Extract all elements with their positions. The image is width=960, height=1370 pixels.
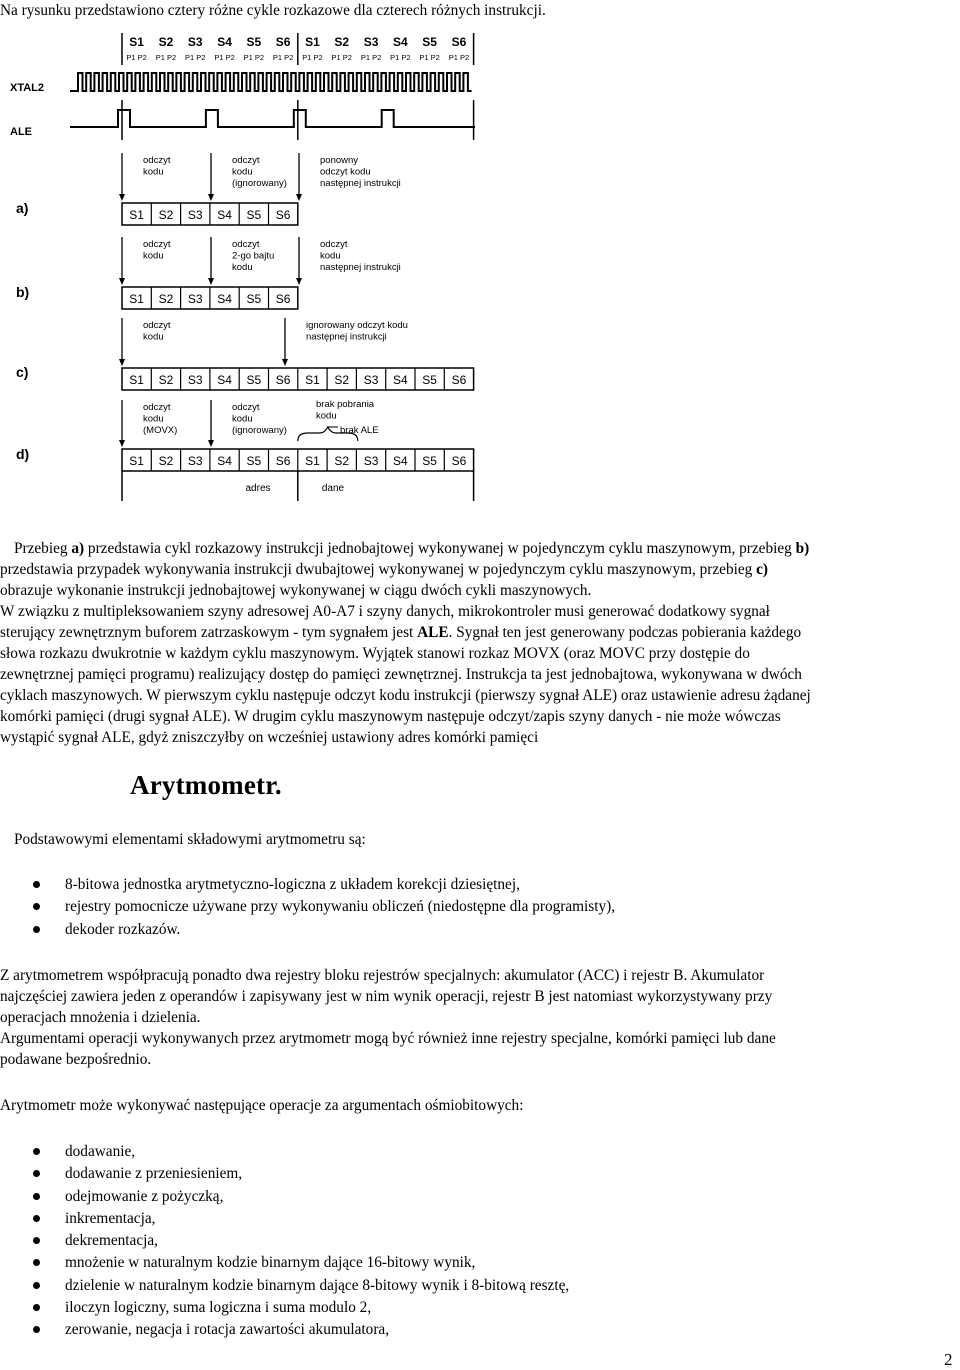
phase-label: P1 P2 bbox=[302, 53, 323, 62]
top-state-label: S2 bbox=[158, 35, 174, 49]
state-label: S5 bbox=[422, 454, 437, 468]
state-label: S1 bbox=[129, 208, 144, 222]
row-label: c) bbox=[16, 364, 29, 380]
annotation-text: kodu bbox=[143, 250, 164, 262]
state-label: S6 bbox=[451, 373, 467, 387]
annotation-text: następnej instrukcji bbox=[320, 262, 401, 273]
annotation-text: kodu bbox=[143, 166, 164, 178]
top-state-label: S1 bbox=[129, 35, 144, 49]
annotation-text: kodu bbox=[232, 262, 253, 273]
top-state-label: S4 bbox=[393, 35, 408, 49]
phase-label: P1 P2 bbox=[419, 53, 440, 62]
annotation-text: kodu bbox=[232, 166, 253, 178]
phase-label: P1 P2 bbox=[360, 53, 382, 62]
phase-label: P1 P2 bbox=[390, 53, 411, 62]
state-label: S2 bbox=[334, 454, 350, 468]
phase-label: P1 P2 bbox=[331, 53, 352, 62]
paragraph-registers: Z arytmometrem współpracują ponadto dwa rejestry bloku rejestrów specjalnych: akumulator (ACC) i rejestr B. Akumulator najczęściej zawiera jeden z operandów i zapisywany jest w nim wynik operacji, rejestr B jest natomiast wykorzystywany przy operacjach mnożenia i dzielenia. Argumentami operacji wykonywanych przez arytmometr mogą być również inne rejestry specjalne, komórki pamięci lub dane podawane bezpośrednio. bbox=[0, 967, 776, 1068]
state-label: S4 bbox=[217, 373, 232, 387]
state-label: S4 bbox=[393, 373, 408, 387]
row-label: d) bbox=[16, 446, 30, 462]
list-item: dodawanie z przeniesieniem, bbox=[0, 1163, 569, 1185]
arrowhead bbox=[119, 359, 125, 366]
phase-label: P1 P2 bbox=[272, 53, 294, 62]
list-item: inkrementacja, bbox=[0, 1208, 569, 1230]
phase-label: P1 P2 bbox=[243, 53, 265, 62]
page-number: 2 bbox=[944, 1350, 953, 1369]
components-list bbox=[0, 874, 615, 941]
top-state-label: S6 bbox=[451, 35, 467, 49]
annotation-text: kodu bbox=[143, 331, 164, 343]
annotation-text: następnej instrukcji bbox=[306, 331, 387, 343]
annotation-text: odczyt bbox=[143, 239, 171, 250]
state-label: S1 bbox=[305, 373, 320, 387]
state-label: S6 bbox=[451, 454, 467, 468]
list-item: 8-bitowa jednostka arytmetyczno-logiczna z układem korekcji dziesiętnej, bbox=[0, 874, 615, 896]
phase-label: P1 P2 bbox=[155, 53, 177, 62]
state-label: S3 bbox=[187, 454, 203, 468]
state-label: S2 bbox=[158, 373, 174, 387]
intro-text: Na rysunku przedstawiono cztery różne cykle rozkazowe dla czterech różnych instrukcji. bbox=[0, 2, 546, 19]
arrowhead bbox=[119, 194, 125, 201]
state-label: S3 bbox=[363, 454, 379, 468]
annotation-text: brak ALE bbox=[340, 425, 379, 436]
annotation-text: kodu bbox=[320, 250, 341, 262]
row-label: b) bbox=[16, 284, 30, 300]
top-state-label: S3 bbox=[187, 35, 203, 49]
annotation-text: odczyt bbox=[232, 155, 260, 166]
list-item: dzielenie w naturalnym kodzie binarnym dające 8-bitowy wynik i 8-bitową resztę, bbox=[0, 1275, 569, 1297]
row-label: a) bbox=[16, 200, 29, 216]
list-item: odejmowanie z pożyczką, bbox=[0, 1186, 569, 1208]
section-heading: Arytmometr. bbox=[130, 770, 282, 800]
paragraph-ale-description: W związku z multipleksowaniem szyny adresowej A0-A7 i szyny danych, mikrokontroler musi generować dodatkowy sygnał sterujący zewnętrznym buforem zatrzaskowym - tym sygnałem jest ALE. Sygnał ten jest generowany podczas pobierania każdego słowa rozkazu dwukrotnie w każdym cyklu maszynowym. Wyjątek stanowi rozkaz MOVX (oraz MOVC przy dostępie do zewnętrznej pamięci programu) realizujący dostęp do pamięci zewnętrznej. Instrukcja ta jest jednobajtowa, wykonywana w dwóch cyklach maszynowych. W pierwszym cyklu następuje odczyt kodu instrukcji (pierwszy sygnał ALE) oraz ustawienie adresu żądanej komórki pamięci (drugi sygnał ALE). W drugim cyklu maszynowym następuje odczyt/zapis szyny danych - nie może wówczas wystąpić sygnał ALE, gdyż zniszczyłby on wcześniej ustawiony adres komórki pamięci bbox=[0, 603, 811, 746]
state-label: S1 bbox=[129, 292, 144, 306]
annotation-text: brak pobrania bbox=[316, 399, 375, 410]
state-label: S6 bbox=[275, 373, 291, 387]
state-label: S2 bbox=[158, 208, 174, 222]
arrowhead bbox=[208, 278, 214, 285]
arrowhead bbox=[282, 359, 288, 366]
arrowhead bbox=[119, 278, 125, 285]
state-label: S4 bbox=[217, 208, 232, 222]
state-label: S5 bbox=[422, 373, 437, 387]
list-item: zerowanie, negacja i rotacja zawartości akumulatora, bbox=[0, 1319, 569, 1341]
state-label: S6 bbox=[275, 292, 291, 306]
annotation-text: (ignorowany) bbox=[232, 178, 287, 189]
top-state-label: S5 bbox=[246, 35, 262, 49]
annotation-text: ignorowany odczyt kodu bbox=[306, 320, 408, 331]
annotation-text: ponowny bbox=[320, 155, 359, 166]
state-label: S4 bbox=[393, 454, 408, 468]
arrowhead bbox=[296, 278, 302, 285]
top-state-label: S5 bbox=[422, 35, 437, 49]
state-label: S1 bbox=[305, 454, 320, 468]
annotation-text: (ignorowany) bbox=[232, 425, 287, 436]
annotation-text: odczyt bbox=[320, 239, 348, 250]
list-item: mnożenie w naturalnym kodzie binarnym dające 16-bitowy wynik, bbox=[0, 1252, 569, 1274]
operations-list bbox=[0, 1141, 569, 1342]
bottom-label: adres bbox=[245, 483, 271, 494]
annotation-text: odczyt bbox=[143, 402, 171, 413]
state-label: S6 bbox=[275, 208, 291, 222]
components-intro: Podstawowymi elementami składowymi arytmometru są: bbox=[14, 831, 366, 848]
state-label: S3 bbox=[187, 292, 203, 306]
paragraph-cycle-description: Przebieg a) przedstawia cykl rozkazowy instrukcji jednobajtowej wykonywanej w pojedynczym cyklu maszynowym, przebieg b) przedstawia przypadek wykonywania instrukcji dwubajtowej wykonywanej w pojedynczym cyklu maszynowym, przebieg c) obrazuje wykonanie instrukcji jednobajtowej wykonywanej w ciągu dwóch cykli maszynowych. bbox=[0, 540, 810, 599]
state-label: S3 bbox=[187, 208, 203, 222]
annotation-text: odczyt bbox=[232, 402, 260, 413]
annotation-text: kodu bbox=[143, 413, 164, 425]
phase-label: P1 P2 bbox=[448, 53, 470, 62]
state-label: S2 bbox=[158, 454, 174, 468]
state-label: S5 bbox=[246, 208, 262, 222]
arrowhead bbox=[296, 194, 302, 201]
top-state-label: S6 bbox=[275, 35, 291, 49]
arrowhead bbox=[119, 440, 125, 447]
state-label: S3 bbox=[187, 373, 203, 387]
state-label: S6 bbox=[275, 454, 291, 468]
annotation-text: odczyt bbox=[143, 320, 171, 331]
annotation-text: 2-go bajtu bbox=[232, 250, 275, 262]
arrowhead bbox=[208, 440, 214, 447]
state-label: S3 bbox=[363, 373, 379, 387]
list-item: dekoder rozkazów. bbox=[0, 919, 615, 941]
annotation-text: odczyt kodu bbox=[320, 166, 371, 178]
list-item: dekrementacja, bbox=[0, 1230, 569, 1252]
annotation-text: odczyt bbox=[232, 239, 260, 250]
operations-intro: Arytmometr może wykonywać następujące operacje za argumentach ośmiobitowych: bbox=[0, 1097, 524, 1114]
annotation-text: (MOVX) bbox=[143, 425, 178, 436]
annotation-text: kodu bbox=[316, 410, 337, 422]
arrowhead bbox=[208, 194, 214, 201]
annotation-text: odczyt bbox=[143, 155, 171, 166]
list-item: iloczyn logiczny, suma logiczna i suma modulo 2, bbox=[0, 1297, 569, 1319]
state-label: S1 bbox=[129, 454, 144, 468]
state-label: S5 bbox=[246, 454, 262, 468]
list-item: dodawanie, bbox=[0, 1141, 569, 1163]
state-label: S4 bbox=[217, 454, 232, 468]
top-state-label: S3 bbox=[363, 35, 379, 49]
instruction-cycle-timing-diagram bbox=[0, 25, 960, 505]
top-state-label: S1 bbox=[305, 35, 320, 49]
phase-label: P1 P2 bbox=[214, 53, 235, 62]
annotation-text: następnej instrukcji bbox=[320, 178, 401, 189]
list-item: rejestry pomocnicze używane przy wykonywaniu obliczeń (niedostępne dla programisty), bbox=[0, 896, 615, 918]
bottom-label: dane bbox=[321, 483, 345, 494]
signal-label: ALE bbox=[10, 126, 32, 138]
phase-label: P1 P2 bbox=[126, 53, 147, 62]
state-label: S2 bbox=[334, 373, 350, 387]
xtal2-clock-waveform bbox=[70, 73, 472, 91]
state-label: S2 bbox=[158, 292, 174, 306]
state-label: S1 bbox=[129, 373, 144, 387]
phase-label: P1 P2 bbox=[185, 53, 206, 62]
top-state-label: S4 bbox=[217, 35, 232, 49]
state-label: S5 bbox=[246, 292, 262, 306]
annotation-text: kodu bbox=[232, 413, 253, 425]
ale-waveform bbox=[70, 110, 475, 127]
state-label: S5 bbox=[246, 373, 262, 387]
top-state-label: S2 bbox=[334, 35, 350, 49]
state-label: S4 bbox=[217, 292, 232, 306]
signal-label: XTAL2 bbox=[10, 82, 45, 94]
